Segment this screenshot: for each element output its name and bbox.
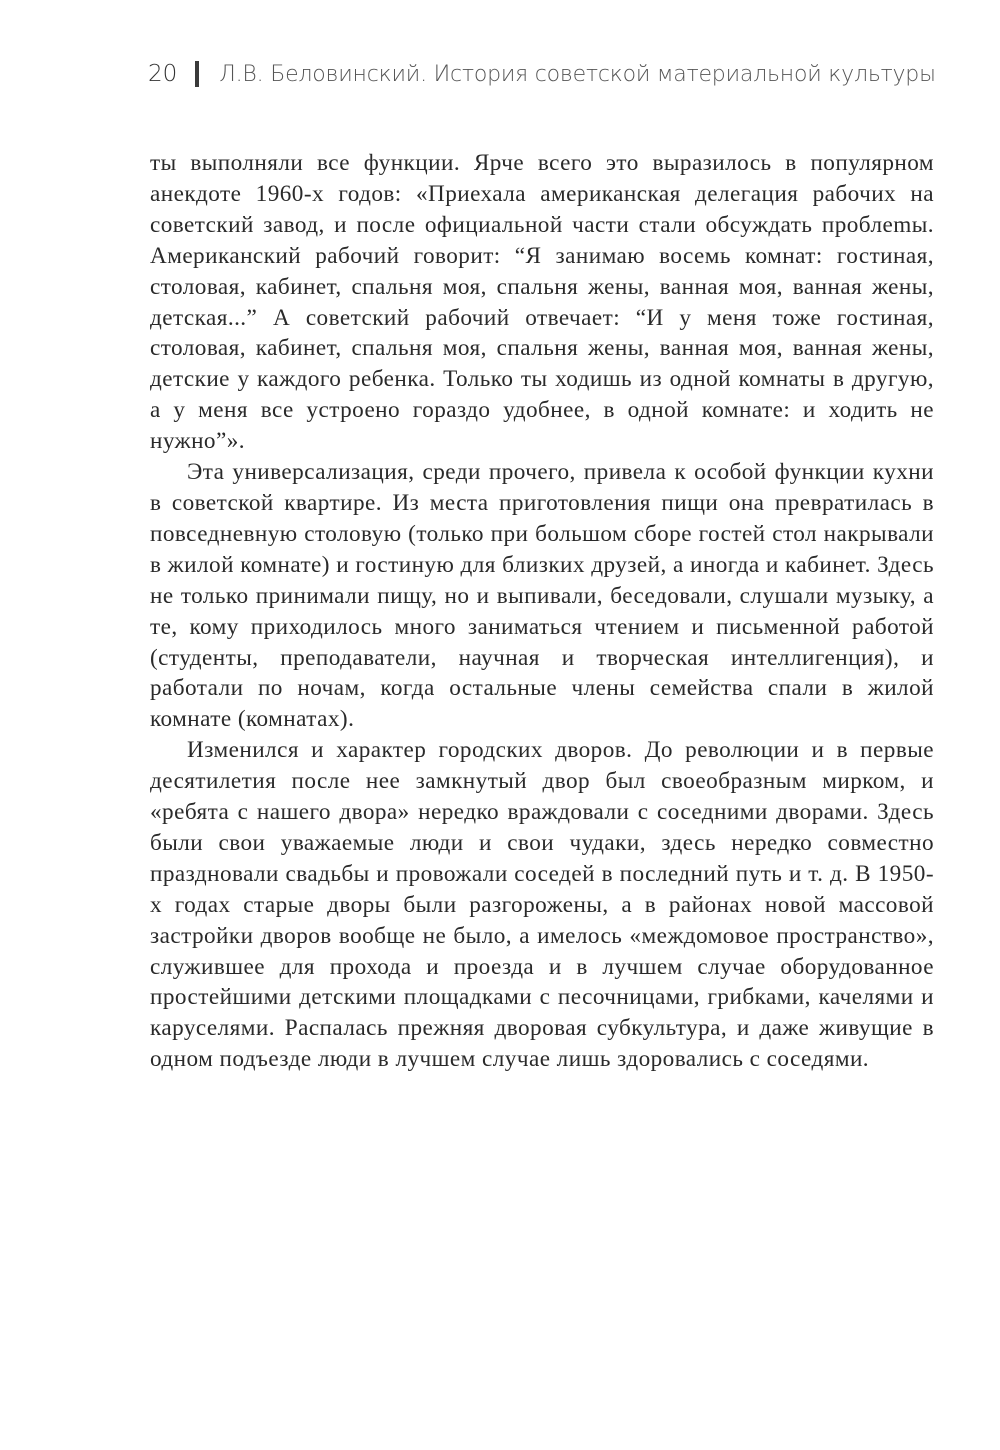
header-divider bbox=[195, 61, 199, 87]
page-number: 20 bbox=[148, 61, 178, 87]
running-header bbox=[148, 56, 936, 92]
paragraph-continued: ты выполняли все функции. Ярче всего это выразилось в популярном анекдоте 1960-х годов: «Приехала американская делегация рабочих на советский завод, и после официальной части стали обсуждать проблеmы. Американский рабочий говорит: “Я занимаю восемь комнат: гостиная, столовая, кабинет, спальня моя, спальня жены, ванная моя, ванная жены, детская...” А советский рабочий отвечает: “И у меня тоже гостиная, столовая, кабинет, спальня моя, спальня жены, ванная моя, ванная жены, детские у каждого ребенка. Только ты ходишь из одной комнаты в другую, а у меня все устроено гораздо удобнее, в одной комнате: и ходить не нужно”». bbox=[150, 150, 934, 455]
paragraph-courtyards: Изменился и характер городских дворов. До революции и в первые десятилетия после нее замкнутый двор был своеобразным мирком, и «ребята с нашего двора» нередко враждовали с соседними дворами. Здесь были свои уважаемые люди и свои чудаки, здесь нередко совместно праздновали свадьбы и провожали соседей в последний путь и т. д. В 1950-х годах старые дворы были разгорожены, а в районах новой массовой застройки дворов вообще не было, а имелось «междомовое пространство», служившее для прохода и проезда и в лучшем случае оборудованное простейшими детскими площадками с песочницами, грибками, качелями и каруселями. Распалась прежняя дворовая субкультура, и даже живущие в одном подъезде люди в лучшем случае лишь здоровались с соседями. bbox=[150, 737, 934, 1073]
body-text bbox=[150, 148, 934, 1075]
book-title: Л.В. Беловинский. История советской материальной культуры bbox=[219, 61, 936, 87]
paragraph-kitchen: Эта универсализация, среди прочего, привела к особой функции кухни в советской квартире. Из места приготовления пищи она превратилась в повседневную столовую (только при большом сборе гостей стол накрывали в жилой комнате) и гостиную для близких друзей, а иногда и кабинет. Здесь не только принимали пищу, но и выпивали, беседовали, слушали музыку, а те, кому приходилось много заниматься чтением и письменной работой (студенты, преподаватели, научная и творческая интеллигенция), и работали по ночам, когда остальные члены семейства спали в жилой комнате (комнатах). bbox=[150, 459, 934, 733]
